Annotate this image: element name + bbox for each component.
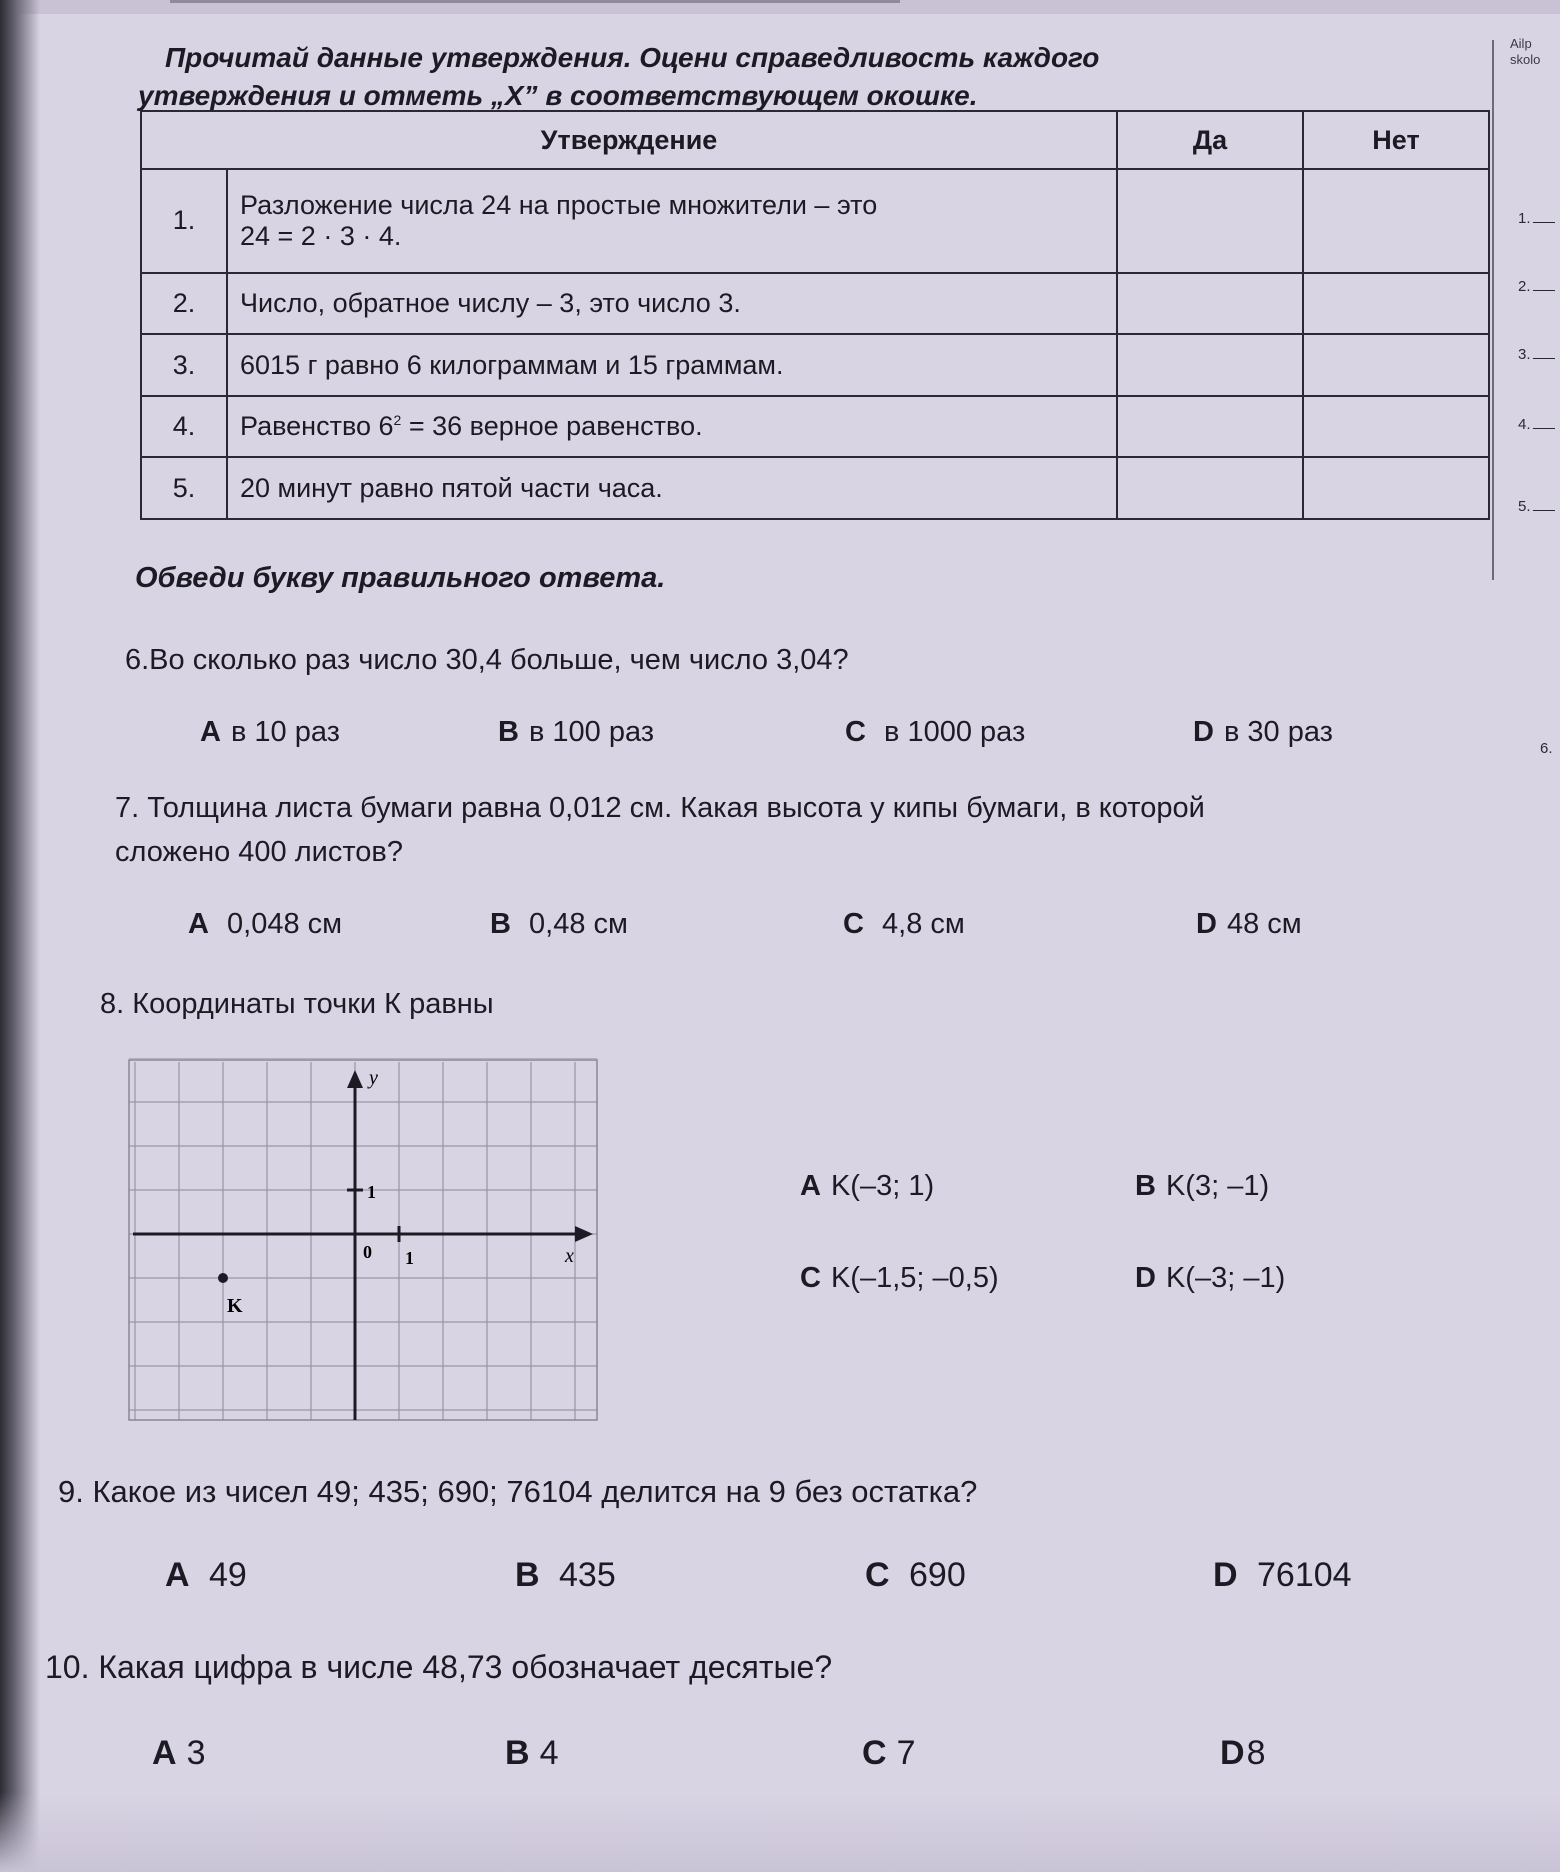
row-number: 4. <box>141 396 227 458</box>
option-text: 0,48 см <box>520 908 628 940</box>
option-letter: B <box>498 716 519 748</box>
option-letter: A <box>200 716 221 748</box>
q10-option-d[interactable] <box>1220 1734 1265 1773</box>
origin-label: 0 <box>363 1242 372 1262</box>
q9-option-c[interactable] <box>865 1556 966 1595</box>
option-text: K(–3; 1) <box>830 1170 935 1202</box>
margin-heading-2: skolo <box>1510 52 1541 67</box>
option-text: 4,8 см <box>873 908 965 940</box>
option-letter: B <box>1135 1170 1156 1202</box>
coordinate-grid-svg <box>125 1058 601 1424</box>
no-checkbox-cell[interactable] <box>1303 169 1489 273</box>
no-checkbox-cell[interactable] <box>1303 396 1489 458</box>
option-text: 7 <box>896 1734 916 1772</box>
row-number: 3. <box>141 334 227 396</box>
row-statement: 6015 г равно 6 килограммам и 15 граммам. <box>227 334 1117 396</box>
option-letter: C <box>862 1734 887 1772</box>
margin-num-label: 5. <box>1518 498 1531 515</box>
option-letter: C <box>843 908 864 940</box>
margin-num-label: 6. <box>1540 740 1553 757</box>
grid-lines <box>129 1058 597 1420</box>
no-checkbox-cell[interactable] <box>1303 273 1489 335</box>
yes-checkbox-cell[interactable] <box>1117 169 1303 273</box>
question-7-line-2: сложено 400 листов? <box>115 836 403 868</box>
statement-text: Разложение числа 24 на простые множители – это <box>240 189 878 220</box>
question-10: 10. Какая цифра в числе 48,73 обозначает десятые? <box>45 1649 833 1685</box>
q7-option-b[interactable] <box>490 908 628 941</box>
option-text: K(–3; –1) <box>1165 1262 1286 1294</box>
x-one-label: 1 <box>405 1248 414 1268</box>
row-number: 2. <box>141 273 227 335</box>
exponent: 2 <box>393 412 402 429</box>
yes-checkbox-cell[interactable] <box>1117 396 1303 458</box>
margin-score-4[interactable] <box>1518 416 1555 433</box>
option-text: 4 <box>539 1734 559 1772</box>
statements-table <box>140 110 1490 520</box>
q6-option-b[interactable] <box>498 716 654 749</box>
top-rule <box>170 0 900 3</box>
q7-option-c[interactable] <box>843 908 965 941</box>
option-letter: B <box>490 908 511 940</box>
instructions-line-1: Прочитай данные утверждения. Оцени справедливость каждого <box>165 42 1100 73</box>
option-letter: C <box>845 716 866 748</box>
x-axis-arrow <box>575 1226 593 1242</box>
option-text: в 30 раз <box>1223 716 1333 748</box>
table-row <box>141 273 1489 335</box>
table-row <box>141 169 1489 273</box>
option-letter: D <box>1196 908 1217 940</box>
option-text: 49 <box>199 1556 247 1594</box>
instructions-line-2: утверждения и отметь „X” в соответствующем окошке. <box>138 80 978 111</box>
q9-option-d[interactable] <box>1213 1556 1352 1595</box>
q6-option-d[interactable] <box>1193 716 1333 749</box>
question-7 <box>115 786 1515 874</box>
margin-num-label: 1. <box>1518 210 1531 227</box>
q8-option-a[interactable] <box>800 1170 934 1203</box>
q8-option-b[interactable] <box>1135 1170 1269 1203</box>
q6-option-c[interactable] <box>845 716 1025 749</box>
y-axis-arrow <box>347 1070 363 1088</box>
row-statement <box>227 396 1117 458</box>
header-statement: Утверждение <box>141 111 1117 169</box>
x-axis-label: x <box>565 1245 574 1267</box>
option-letter: A <box>152 1734 177 1772</box>
row-statement: Число, обратное числу – 3, это число 3. <box>227 273 1117 335</box>
option-letter: C <box>800 1262 821 1294</box>
q9-option-a[interactable] <box>165 1556 247 1595</box>
q7-option-d[interactable] <box>1196 908 1302 941</box>
option-text: K(–1,5; –0,5) <box>830 1262 999 1294</box>
q10-option-a[interactable] <box>152 1734 205 1773</box>
point-k <box>218 1273 228 1283</box>
q6-option-a[interactable] <box>200 716 340 749</box>
q7-option-a[interactable] <box>188 908 342 941</box>
question-7-line-1: 7. Толщина листа бумаги равна 0,012 см. Какая высота у кипы бумаги, в которой <box>115 792 1205 824</box>
option-text: 0,048 см <box>218 908 343 940</box>
q8-option-c[interactable] <box>800 1262 999 1295</box>
row-number: 5. <box>141 457 227 519</box>
margin-num-label: 3. <box>1518 346 1531 363</box>
y-one-label: 1 <box>367 1182 376 1202</box>
coordinate-grid <box>125 1058 601 1424</box>
header-yes: Да <box>1117 111 1303 169</box>
row-statement <box>227 169 1117 273</box>
option-text: 3 <box>186 1734 206 1772</box>
row-statement: 20 минут равно пятой части часа. <box>227 457 1117 519</box>
yes-checkbox-cell[interactable] <box>1117 457 1303 519</box>
option-letter: D <box>1220 1734 1245 1772</box>
option-letter: D <box>1193 716 1214 748</box>
row-number: 1. <box>141 169 227 273</box>
option-text: 690 <box>899 1556 966 1594</box>
yes-checkbox-cell[interactable] <box>1117 273 1303 335</box>
point-k-label: K <box>227 1295 243 1317</box>
left-shadow <box>0 0 40 1872</box>
yes-checkbox-cell[interactable] <box>1117 334 1303 396</box>
option-letter: A <box>165 1556 190 1594</box>
no-checkbox-cell[interactable] <box>1303 457 1489 519</box>
table-row <box>141 457 1489 519</box>
option-letter: B <box>505 1734 530 1772</box>
margin-num-label: 4. <box>1518 416 1531 433</box>
section-title: Обведи букву правильного ответа. <box>135 562 666 594</box>
option-letter: C <box>865 1556 890 1594</box>
margin-heading <box>1510 36 1540 68</box>
option-letter: D <box>1213 1556 1238 1594</box>
margin-score-2[interactable] <box>1518 278 1555 295</box>
statement-text-2: 24 = 2 · 3 · 4. <box>240 220 402 251</box>
option-letter: B <box>515 1556 540 1594</box>
table-header-row <box>141 111 1489 169</box>
q10-option-c[interactable] <box>862 1734 915 1773</box>
q10-option-b[interactable] <box>505 1734 558 1773</box>
option-text: 8 <box>1246 1734 1266 1772</box>
option-letter: A <box>188 908 209 940</box>
statement-text-a: Равенство 6 <box>240 411 394 442</box>
margin-num-label: 2. <box>1518 278 1531 295</box>
y-axis-label: y <box>369 1067 378 1089</box>
option-text: 76104 <box>1247 1556 1352 1594</box>
q8-option-d[interactable] <box>1135 1262 1285 1295</box>
option-text: 48 см <box>1226 908 1302 940</box>
header-no: Нет <box>1303 111 1489 169</box>
option-text: в 1000 раз <box>875 716 1026 748</box>
question-6: 6.Во сколько раз число 30,4 больше, чем число 3,04? <box>125 644 849 676</box>
question-9: 9. Какое из чисел 49; 435; 690; 76104 делится на 9 без остатка? <box>58 1474 978 1509</box>
statement-text-b: = 36 верное равенство. <box>401 411 703 442</box>
margin-score-6[interactable] <box>1540 740 1553 757</box>
no-checkbox-cell[interactable] <box>1303 334 1489 396</box>
margin-score-1[interactable] <box>1518 210 1555 227</box>
table-row <box>141 334 1489 396</box>
option-text: K(3; –1) <box>1165 1170 1270 1202</box>
margin-score-5[interactable] <box>1518 498 1555 515</box>
option-text: в 100 раз <box>528 716 655 748</box>
table-row <box>141 396 1489 458</box>
question-8: 8. Координаты точки К равны <box>100 988 494 1020</box>
option-letter: A <box>800 1170 821 1202</box>
margin-heading-1: Ailp <box>1510 36 1532 51</box>
q9-option-b[interactable] <box>515 1556 616 1595</box>
option-letter: D <box>1135 1262 1156 1294</box>
margin-score-3[interactable] <box>1518 346 1555 363</box>
option-text: 435 <box>549 1556 616 1594</box>
bottom-shade <box>0 1792 1560 1872</box>
option-text: в 10 раз <box>230 716 340 748</box>
